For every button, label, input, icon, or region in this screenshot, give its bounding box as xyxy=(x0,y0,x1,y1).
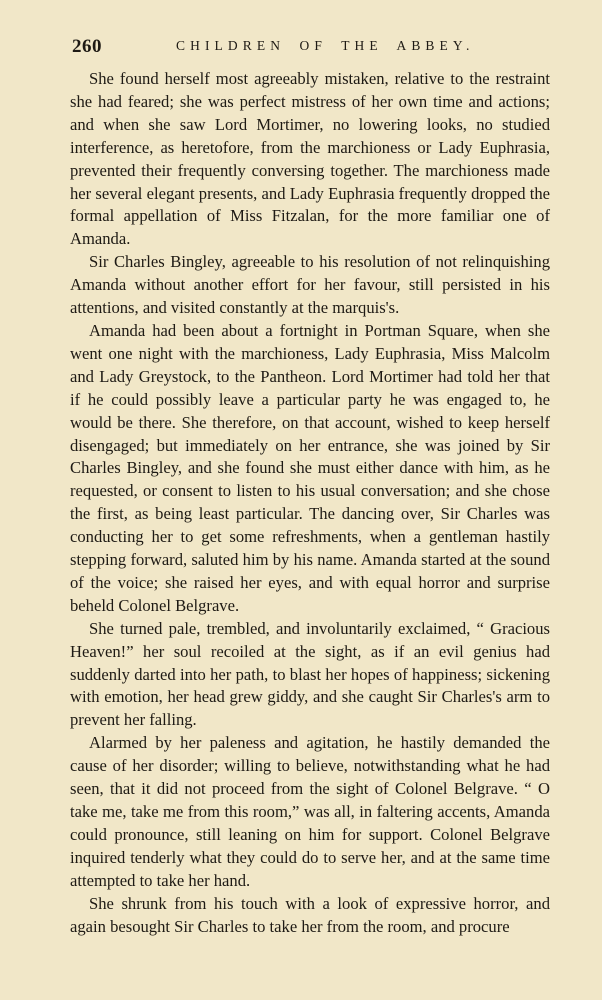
paragraph: Amanda had been about a fortnight in Portman Square, when she went one night with the marchioness, Lady Euphrasia, Miss Malcolm and Lady Greystock, to the Pantheon. Lord Mortimer had told her that if he could possibly leave a particular party he was engaged to, he would be there. She therefore, on that account, wished to keep herself disengaged; but immediately on her entrance, she was joined by Sir Charles Bingley, and she found she must either dance with him, as he requested, or consent to listen to his usual conversation; and she chose the first, as being least particular. The dancing over, Sir Charles was conducting her to get some refreshments, when a gentleman hastily stepping forward, saluted him by his name. Amanda started at the sound of the voice; she raised her eyes, and with equal horror and surprise beheld Colonel Belgrave. xyxy=(70,320,550,615)
page-header xyxy=(72,36,548,60)
paragraph: Sir Charles Bingley, agreeable to his resolution of not relinquishing Amanda without another effort for her favour, still persisted in his attentions, and visited constantly at the marquis's. xyxy=(70,252,550,318)
paragraph: She found herself most agreeably mistaken, relative to the restraint she had feared; she was perfect mistress of her own time and actions; and when she saw Lord Mortimer, no lowering looks, no studied interference, as heretofore, from the marchioness or Lady Euphrasia, prevented their frequently conversing together. The marchioness made her several elegant presents, and Lady Euphrasia frequently dropped the formal appellation of Miss Fitzalan, for the more familiar one of Amanda. xyxy=(70,69,550,249)
body-text xyxy=(70,68,550,938)
paragraph: She shrunk from his touch with a look of expressive horror, and again besought Sir Charles to take her from the room, and procure xyxy=(70,893,550,936)
page-number: 260 xyxy=(72,36,102,57)
paragraph: Alarmed by her paleness and agitation, he hastily demanded the cause of her disorder; willing to believe, notwithstanding what he had seen, that it did not proceed from the sight of Colonel Belgrave. “ O take me, take me from this room,” was all, in faltering accents, Amanda could pronounce, still leaning on him for support. Colonel Belgrave inquired tenderly what they could do to serve her, and at the same time attempted to take her hand. xyxy=(70,733,550,890)
paragraph: She turned pale, trembled, and involuntarily exclaimed, “ Gracious Heaven!” her soul recoiled at the sight, as if an evil genius had suddenly darted into her path, to blast her hopes of happiness; sickening with emotion, her head grew giddy, and she caught Sir Charles's arm to prevent her falling. xyxy=(70,618,550,730)
running-head: CHILDREN OF THE ABBEY. xyxy=(176,38,475,53)
